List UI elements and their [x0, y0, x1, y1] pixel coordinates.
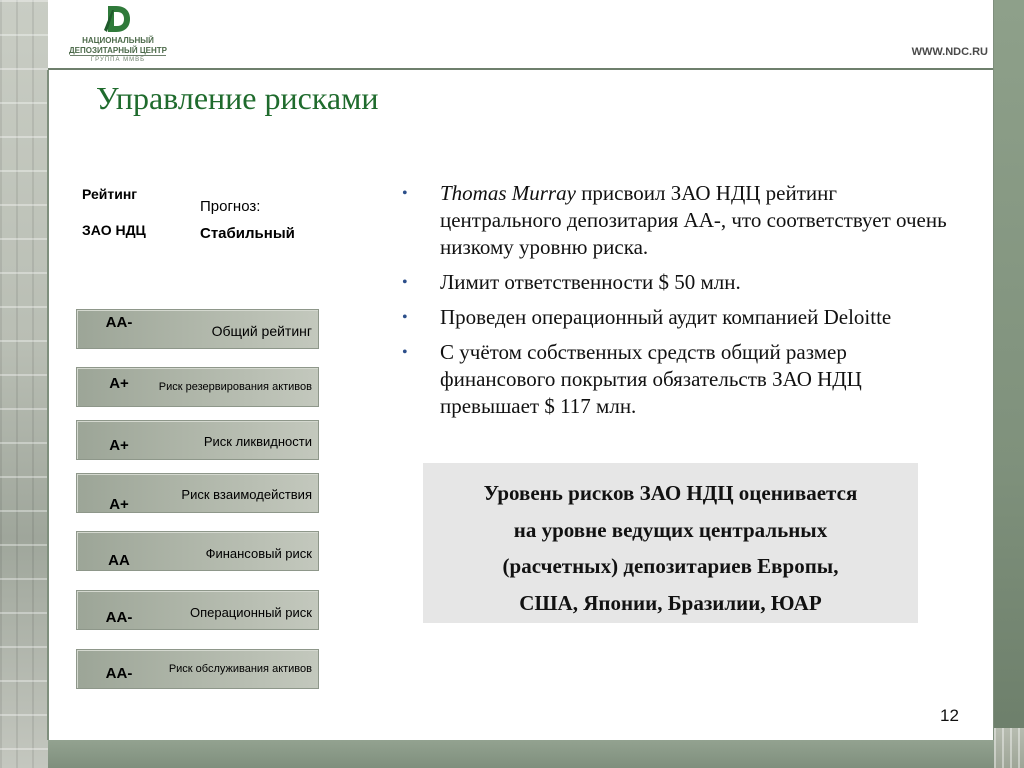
rating-category: Риск обслуживания активов	[168, 663, 312, 675]
rating-bar-operational-risk	[76, 590, 319, 630]
slide-title: Управление рисками	[96, 80, 379, 116]
rating-company: ЗАО НДЦ	[82, 222, 146, 238]
bullet-icon: •	[402, 274, 408, 291]
callout-line: (расчетных) депозитариев Европы,	[502, 554, 839, 578]
footer-band	[48, 740, 994, 768]
header-divider	[48, 68, 994, 70]
bullet-icon: •	[402, 344, 408, 361]
callout-line: США, Японии, Бразилии, ЮАР	[519, 590, 822, 615]
rating-category: Общий рейтинг	[211, 323, 312, 339]
rating-category: Риск резервирования активов	[158, 381, 312, 393]
rating-bar-asset-servicing-risk	[76, 649, 319, 689]
website-url[interactable]: WWW.NDC.RU	[911, 46, 988, 58]
bullet-text: Лимит ответственности $ 50 млн.	[440, 270, 741, 294]
bullet-list	[398, 180, 948, 428]
list-item	[398, 269, 948, 296]
logo-underline	[70, 55, 166, 56]
rating-category: Риск ликвидности	[203, 434, 312, 449]
logo-text-line1: НАЦИОНАЛЬНЫЙ	[82, 36, 154, 45]
bullet-text: присвоил ЗАО НДЦ рейтинг центрального депозитария АА-, что соответствует очень низкому уровню риска.	[440, 181, 947, 259]
bullet-text: С учётом собственных средств общий размер финансового покрытия обязательств ЗАО НДЦ превышает $ 117 млн.	[440, 340, 862, 418]
logo-text-line3: ГРУППА ММВБ	[90, 57, 146, 63]
rating-agency-name: Thomas Murray	[440, 181, 576, 205]
rating-grade: А+	[109, 496, 129, 513]
rating-grade: АА-	[105, 609, 133, 626]
header-area	[48, 0, 994, 70]
list-item	[398, 180, 948, 261]
bullet-text: Проведен операционный аудит компанией Deloitte	[440, 305, 892, 329]
building-photo-left	[0, 0, 48, 768]
building-photo-right	[994, 728, 1024, 768]
logo-mark-icon	[102, 4, 132, 34]
rating-grade: АА-	[105, 665, 133, 682]
page-number: 12	[940, 706, 959, 725]
side-band-right	[994, 0, 1024, 768]
bullet-icon: •	[402, 185, 408, 202]
rating-category: Операционный риск	[189, 605, 312, 620]
rating-bar-overall	[76, 309, 319, 349]
bullet-icon: •	[402, 309, 408, 326]
forecast-value: Стабильный	[200, 225, 295, 242]
rating-grade: А+	[109, 437, 129, 454]
rating-bar-custody-risk	[76, 367, 319, 407]
list-item	[398, 304, 948, 331]
forecast-label: Прогноз:	[200, 198, 261, 215]
company-logo	[62, 4, 174, 66]
rating-bar-liquidity-risk	[76, 420, 319, 460]
rating-bar-financial-risk	[76, 531, 319, 571]
rating-grade: АА-	[105, 314, 133, 331]
logo-text-line2: ДЕПОЗИТАРНЫЙ ЦЕНТР	[68, 46, 168, 55]
rating-category: Риск взаимодействия	[181, 487, 312, 502]
rating-grade: А+	[109, 375, 129, 392]
frame-left-rule	[47, 70, 49, 740]
callout-line: Уровень рисков ЗАО НДЦ оценивается	[483, 481, 858, 505]
rating-bar-counterparty-risk	[76, 473, 319, 513]
frame-right-rule	[993, 0, 994, 740]
rating-grade: АА	[108, 552, 130, 569]
rating-category: Финансовый риск	[205, 546, 312, 561]
rating-label: Рейтинг	[82, 186, 138, 202]
list-item	[398, 339, 948, 420]
summary-callout	[423, 463, 918, 623]
callout-line: на уровне ведущих центральных	[513, 517, 828, 542]
